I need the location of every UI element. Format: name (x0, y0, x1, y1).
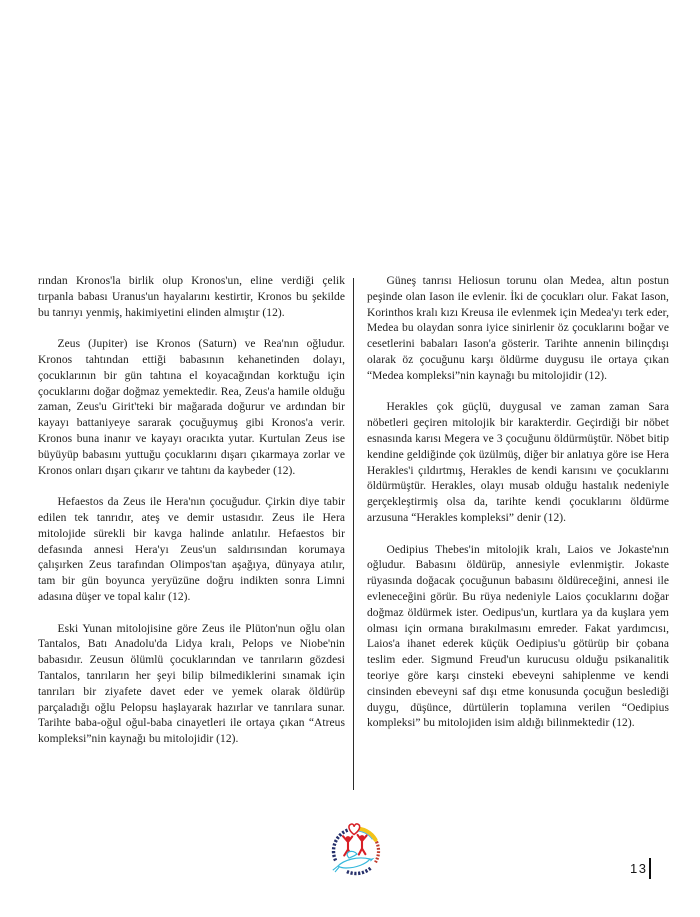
paragraph: Hefaestos da Zeus ile Hera'nın çocuğudur. Çirkin diye tabir edilen tek tanrıdır, ateş ve demir ustasıdır. Zeus ile Hera mitolojide sürekli bir kavga halinde anlatılır. Hefaestos bir defasında annesi Hera'yı Zeus'un saldırısından korumaya çalışırken Zeus tarafından Olimpos'tan aşağıya, dünyaya atılır, tam bir gün boyunca yeryüzüne doğru indikten sonra Limni adasına düşer ve topal kalır (12). (38, 496, 345, 603)
right-column (367, 274, 669, 748)
paragraph: Eski Yunan mitolojisine göre Zeus ile Plüton'nun oğlu olan Tantalos, Batı Anadolu'da Lidya kralı, Pelops ve Niobe'nin babasıdır. Zeusun ölümlü çocuklarından ve tanrıların gözdesi Tantalos, tanrıların her şeyi bilip bilmediklerini sınamak için tanrıları bir ziyafete davet eder ve yemek olarak öldürüp parçaladığı oğlu Pelopsu haşlayarak hazırlar ve tanrılara sunar. Tarihte baba-oğul oğul-baba cinayetleri ile ortaya çıkan “Atreus kompleksi”nin kaynağı bu mitolojidir (12). (38, 622, 345, 746)
page-number-value: 13 (630, 860, 648, 876)
page-number-divider (649, 858, 651, 879)
heart-icon (349, 824, 360, 835)
society-logo-icon (329, 821, 383, 878)
paragraph: Herakles çok güçlü, duygusal ve zaman zaman Sara nöbetleri geçiren mitolojik bir karakterdir. Geçirdiği bir nöbet esnasında karısı Megera ve 3 çocuğunu öldürmüştür. Nöbet bitip kendine geldiğinde çok üzülmüş, diğer bir anlatıya göre ise Hera Herakles'i çıldırtmış, Herakles de kendi karısını ve çocuklarını öldürmüştür. Herakles, olayı musab olduğu hastalık nedeniyle gerçekleştirmiş olsa da, tarihte kendi çocuklarını öldürme arzusuna “Herakles kompleksi” denir (12). (367, 401, 669, 524)
paragraph: Güneş tanrısı Heliosun torunu olan Medea, altın postun peşinde olan Iason ile evlenir. İki de çocukları olur. Fakat Iason, Korinthos kralı kızı Kreusa ile evlenmek için Medea'yı terk eder, Medea bu olaydan sonra iyice sinirlenir öz çocuklarını boğar ve cesetlerini babaları Iason'a gösterir. Tarihte annenin bilinçdışı olarak öz çocuğunu karşı öldürme duygusu ile ortaya çıkan “Medea kompleksi”nin kaynağı bu mitolojidir (12). (367, 275, 669, 382)
column-divider (353, 278, 354, 790)
paragraph: Zeus (Jupiter) ise Kronos (Saturn) ve Rea'nın oğludur. Kronos tahtından ettiği babasının kehanetinden dolayı, çocuklarının bir gün tahtına el koyacağından korktuğu için çocuklarını doğar doğmaz yemektedir. Rea, Zeus'a hamile olduğu zaman, Zeus'u Girit'teki bir mağarada doğurur ve ardından bir kayayı battaniyeye sararak çocuğuymuş gibi Kronos'a verir. Kronos buna inanır ve kayayı oracıkta yutar. Kurtulan Zeus ise büyüyüp babasını yuttuğu çocuklarını dışarı çıkarmaya zorlar ve Kronos onları dışarı çıkarır ve tahtını da kaybeder (12). (38, 338, 345, 477)
dove-icon (333, 851, 375, 872)
paragraph: rından Kronos'la birlik olup Kronos'un, eline verdiği çelik tırpanla babası Uranus'un hayalarını kestirtir, Kronos bu şekilde bu tanrıyı yenmiş, hakimiyetini elinden almıştır (12). (38, 275, 345, 319)
society-logo (329, 821, 383, 878)
page-number (630, 857, 651, 879)
left-column (38, 274, 345, 764)
paragraph: Oedipius Thebes'in mitolojik kralı, Laios ve Jokaste'nın oğludur. Babasını öldürüp, annesiyle evlenmiştir. Jokaste rüyasında doğacak çocuğunun babasını öldüreceğini, annesi ile evleneceğini görür. Bu rüya nedeniyle Laios çocuklarını doğar doğmaz öldürmek ister. Oedipus'un, kurtlara ya da kuşlara yem olması için ormana bırakılmasını emreder. Fakat yardımcısı, Laios'a ihanet ederek küçük Oedipius'u götürüp bir çobana teslim eder. Sigmund Freud'un kurucusu olduğu psikanalitik teoriye göre karşı cinsteki ebeveyni sahiplenme ve kendi cinsinden ebeveyni saf dışı etme konusunda çocuğun beslediği duygu, düşünce, dürtülerin toplamına verilen “Oedipius kompleksi” bu mitolojiden isim aldığı bilinmektedir (12). (367, 543, 669, 730)
